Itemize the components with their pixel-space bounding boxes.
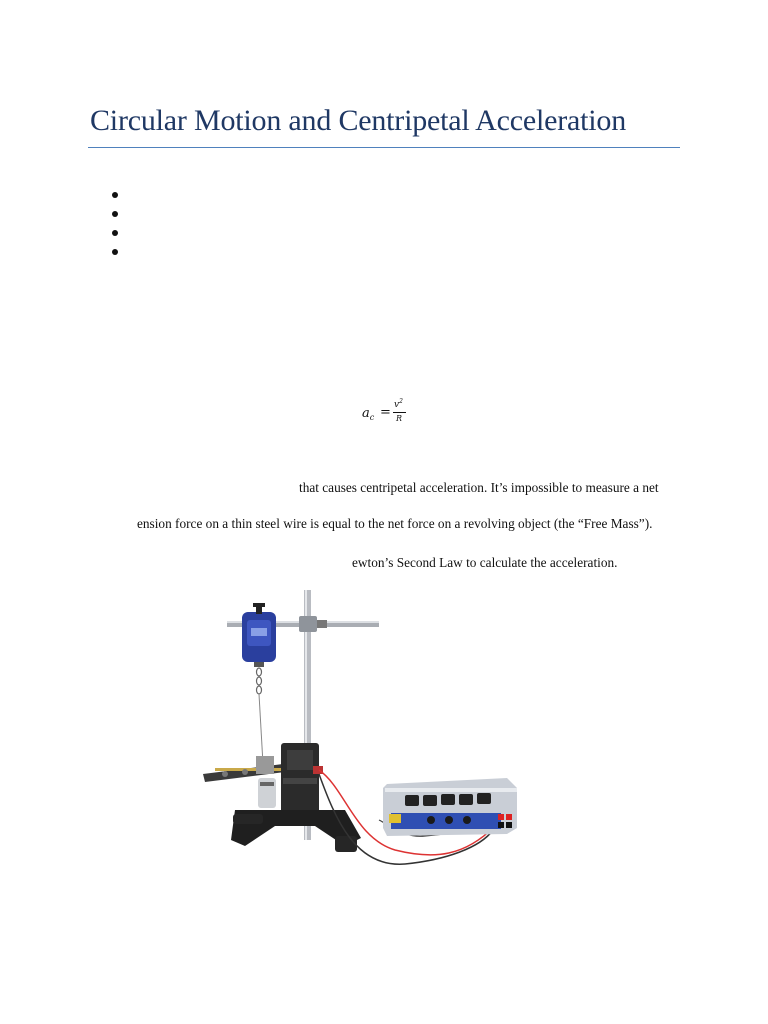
bullet-marker [112, 230, 118, 236]
formula-lhs: $a_c$ [362, 406, 375, 422]
paragraph-line-1: that causes centripetal acceleration. It’s impossible to measure a net [299, 480, 659, 495]
centripetal-acceleration-formula [362, 399, 422, 429]
apparatus-photo [195, 588, 535, 878]
rod-clamp [299, 616, 317, 632]
paragraph-line-3: ewton’s Second Law to calculate the acceleration. [352, 555, 618, 570]
force-sensor [242, 603, 276, 667]
formula-denominator: R [396, 414, 403, 423]
hanging-wire [257, 668, 264, 764]
page-title: Circular Motion and Centripetal Acceleration [90, 104, 627, 137]
paragraph-line-2: ension force on a thin steel wire is equal to the net force on a revolving object (the “Free Mass”). [137, 516, 653, 531]
fraction-bar [393, 412, 406, 413]
formula-lhs-subscript: c [369, 413, 375, 422]
title-underline [88, 147, 680, 148]
formula-equals: = [380, 405, 391, 420]
bullet-marker [112, 249, 118, 255]
data-interface-unit [383, 778, 517, 836]
formula-exponent: 2 [399, 398, 403, 405]
formula-numerator: $v^2$ [394, 398, 403, 410]
bullet-list [112, 192, 118, 268]
bullet-marker [112, 192, 118, 198]
bullet-marker [112, 211, 118, 217]
